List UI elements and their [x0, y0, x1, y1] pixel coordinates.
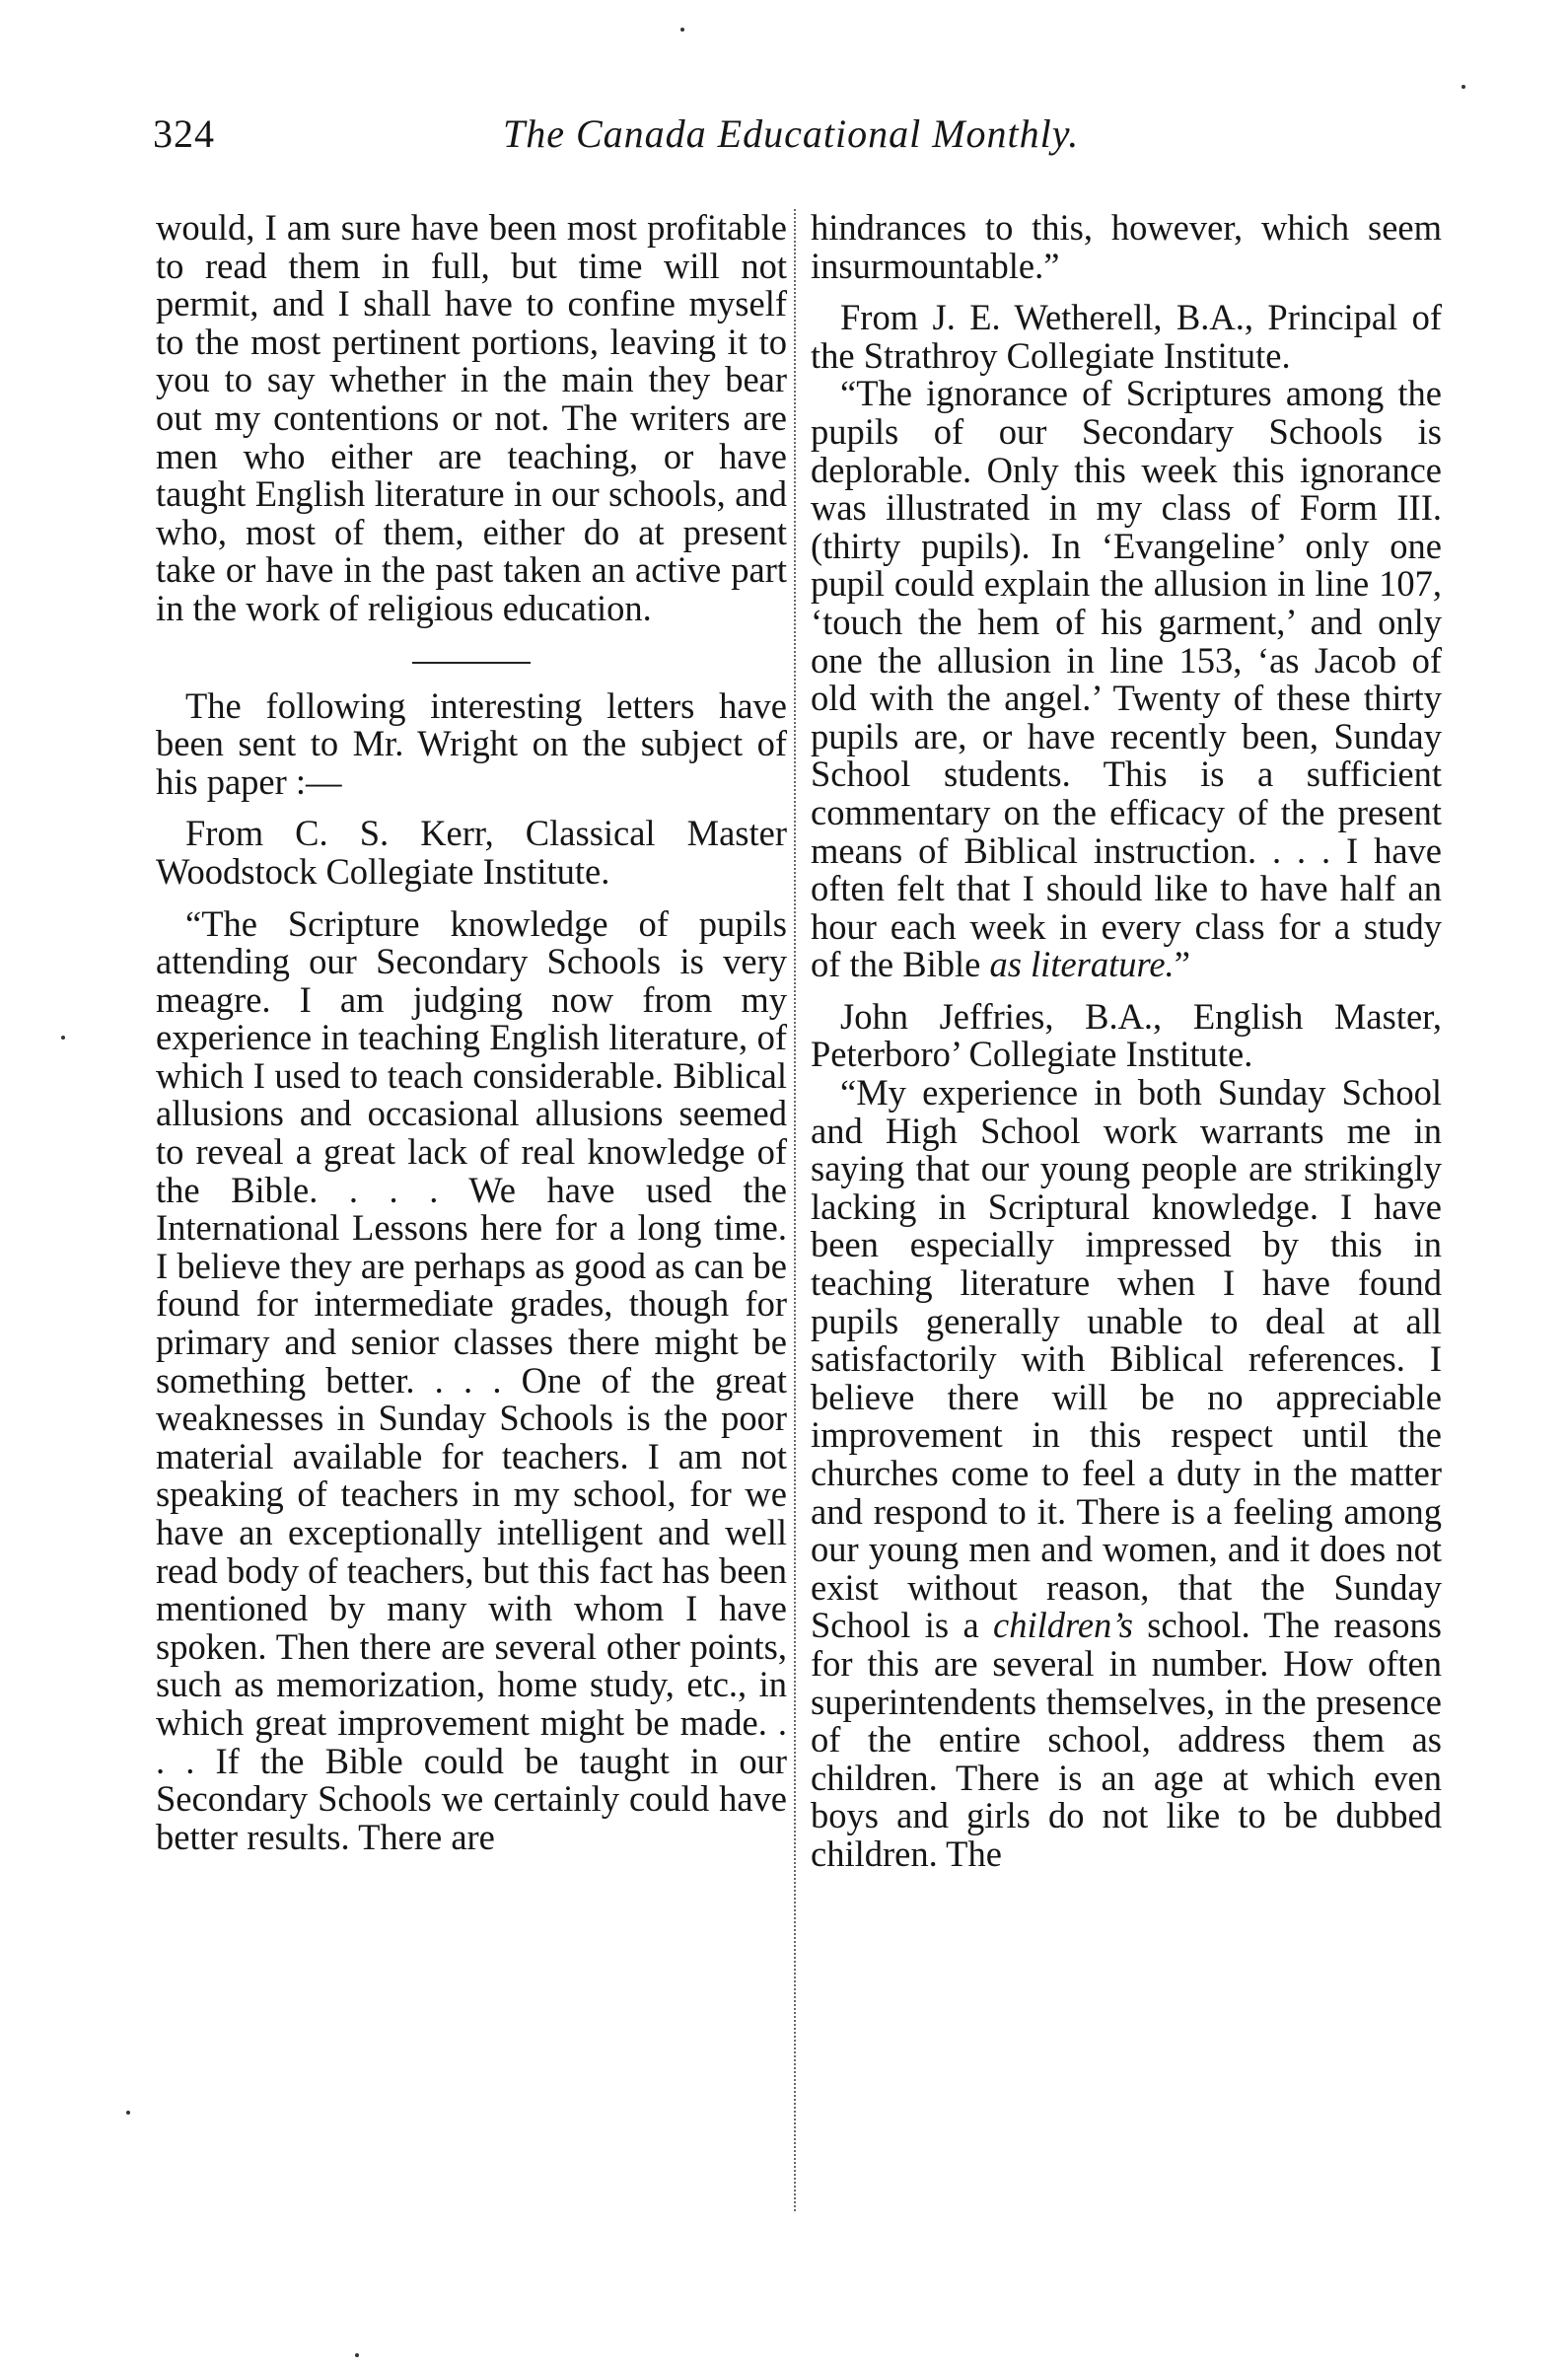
right-letter-body-jeffries: [811, 1074, 1442, 1873]
scan-speck: [680, 28, 684, 32]
jeffries-text: “My experience in both Sunday School and High School work warrants me in saying that our young people are strikingly lacking in Scriptural knowledge. I have been especially impressed by this in teaching literature when I have found pupils generally unable to deal at all satisfactorily with Biblical references. I believe there will be no appreciable improvement in this respect until the churches come to feel a duty in the matter and respond to it. There is a feeling among our young men and women, and it does not exist without reason, that the Sunday School is a: [811, 1072, 1442, 1646]
right-letter-attribution-jeffries: John Jeffries, B.A., English Master, Peterboro’ Collegiate Institute.: [811, 995, 1442, 1075]
right-column: [811, 209, 1442, 1874]
page-number: 324: [153, 111, 215, 156]
left-paragraph-continuation: would, I am sure have been most profitable to read them in full, but time will not permit, and I shall have to confine myself to the most pertinent portions, leaving it to you to say whether in the main they bear out my contentions or not. The writers are men who either are teaching, or have taught English literature in our schools, and who, most of them, either do at present take or have in the past taken an active part in the work of religious education.: [156, 207, 787, 628]
scan-speck: [355, 2353, 359, 2357]
jeffries-text-end: school. The reasons for this are several in number. How often superintendents themselves, in the presence of the entire school, address them as children. There is an age at which even boys and girls do not like to be dubbed children. The: [811, 1605, 1442, 1874]
left-letter-body-kerr: “The Scripture knowledge of pupils attending our Secondary Schools is very meagre. I am judging now from my experience in teaching English literature, of which I used to teach considerable. Biblical allusions and occasional allusions seemed to reveal a great lack of real knowledge of the Bible. . . . We have used the International Lessons here for a long time. I believe they are perhaps as good as can be found for intermediate grades, though for primary and senior classes there might be something better. . . . One of the great weaknesses in Sunday Schools is the poor material available for teachers. I am not speaking of teachers in my school, for we have an exceptionally intelligent and well read body of teachers, but this fact has been mentioned by many with whom I have spoken. Then there are several other points, such as memorization, home study, etc., in which great improvement might be made. . . . If the Bible could be taught in our Secondary Schools we certainly could have better results. There are: [156, 902, 787, 1857]
running-title: The Canada Educational Monthly.: [503, 111, 1080, 156]
scan-speck: [126, 2111, 130, 2115]
jeffries-italic-text: children’s: [993, 1605, 1133, 1646]
right-paragraph-continuation: hindrances to this, however, which seem insurmountable.”: [811, 207, 1442, 286]
left-column: [156, 209, 787, 1856]
scan-speck: [61, 1036, 65, 1040]
section-divider: [412, 662, 531, 664]
right-letter-attribution-wetherell: From J. E. Wetherell, B.A., Principal of the Strathroy Collegiate Institute.: [811, 297, 1442, 376]
left-paragraph-intro-letters: The following interesting letters have been sent to Mr. Wright on the subject of his paper :—: [156, 684, 787, 802]
scan-speck: [1461, 85, 1465, 89]
left-letter-attribution-kerr: From C. S. Kerr, Classical Master Woodstock Collegiate Institute.: [156, 813, 787, 892]
wetherell-italic-text: as literature.: [989, 944, 1175, 985]
page-header: [153, 110, 1435, 170]
wetherell-closing-quote: ”: [1174, 944, 1190, 985]
wetherell-text: “The ignorance of Scriptures among the pupils of our Secondary Schools is deplorable. Only this week this ignorance was illustrated in my class of Form III. (thirty pupils). In ‘Evangeline’ only one pupil could explain the allusion in line 107, ‘touch the hem of his garment,’ and only one the allusion in line 153, ‘as Jacob of old with the angel.’ Twenty of these thirty pupils are, or have recently been, Sunday School students. This is a sufficient commentary on the efficacy of the present means of Biblical instruction. . . . I have often felt that I should like to have half an hour each week in every class for a study of the Bible: [811, 373, 1442, 985]
right-letter-body-wetherell: [811, 375, 1442, 984]
column-divider: [794, 209, 796, 2211]
